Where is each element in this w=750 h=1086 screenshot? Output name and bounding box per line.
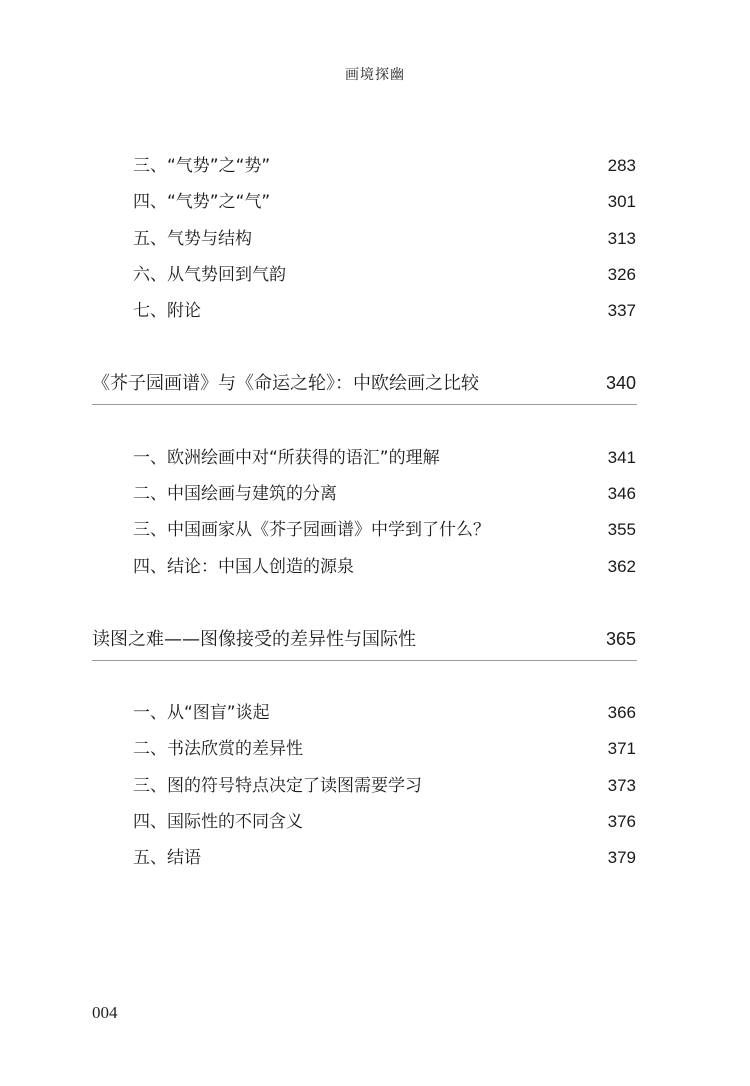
toc-entry-title: 二、中国绘画与建筑的分离 [133,484,337,504]
toc-entry-title: 四、“气势”之“气” [133,192,271,212]
toc-entry-title: 三、“气势”之“势” [133,156,271,176]
toc-chapter-page: 365 [605,629,636,649]
toc-entry-page: 371 [607,739,636,758]
toc-entry-page: 283 [607,156,636,175]
toc-entry[interactable] [133,264,636,286]
chapter-divider [92,660,637,661]
toc-entry-page: 301 [607,192,636,211]
toc-chapter[interactable] [92,371,636,396]
toc-entry[interactable] [133,738,636,760]
toc-entry-title: 五、结语 [133,848,201,868]
toc-entry[interactable] [133,519,636,541]
toc-chapter-page: 340 [605,373,636,393]
toc-entry-title: 三、中国画家从《芥子园画谱》中学到了什么？ [133,520,490,540]
toc-chapter-title: 《芥子园画谱》与《命运之轮》：中欧绘画之比较 [92,373,479,394]
toc-entry-page: 326 [607,265,636,284]
toc-entry-page: 341 [607,448,636,467]
toc-entry[interactable] [133,483,636,505]
toc-entry-page: 379 [607,848,636,867]
toc-entry[interactable] [133,300,636,322]
toc-entry-page: 313 [607,229,636,248]
toc-entry[interactable] [133,191,636,213]
toc-entry[interactable] [133,556,636,578]
toc-entry-page: 362 [607,557,636,576]
toc-chapter[interactable] [92,627,636,652]
toc-entry[interactable] [133,155,636,177]
toc-entry[interactable] [133,447,636,469]
page-number: 004 [92,1003,118,1022]
toc-entry-title: 三、图的符号特点决定了读图需要学习 [133,776,422,796]
toc-entry-page: 366 [607,703,636,722]
toc-entry[interactable] [133,702,636,724]
toc-entry-page: 376 [607,812,636,831]
toc-chapter-title: 读图之难——图像接受的差异性与国际性 [92,629,416,650]
toc-entry-title: 四、结论：中国人创造的源泉 [133,557,354,577]
toc-entry-title: 一、从“图盲”谈起 [133,703,270,723]
toc-entry-title: 四、国际性的不同含义 [133,812,303,832]
toc-entry[interactable] [133,811,636,833]
chapter-divider [92,404,637,405]
toc-entry-page: 337 [607,301,636,320]
toc-entry-page: 373 [607,776,636,795]
toc-entry-title: 七、附论 [133,301,201,321]
toc-entry-page: 355 [607,520,636,539]
toc-entry[interactable] [133,775,636,797]
toc-entry[interactable] [133,847,636,869]
toc-entry-title: 一、欧洲绘画中对“所获得的语汇”的理解 [133,448,440,468]
toc-entry-title: 二、书法欣赏的差异性 [133,739,303,759]
toc-entry-title: 六、从气势回到气韵 [133,265,286,285]
toc-entry-page: 346 [607,484,636,503]
toc-entry[interactable] [133,228,636,250]
running-head: 画境探幽 [345,67,405,83]
toc-entry-title: 五、气势与结构 [133,229,252,249]
